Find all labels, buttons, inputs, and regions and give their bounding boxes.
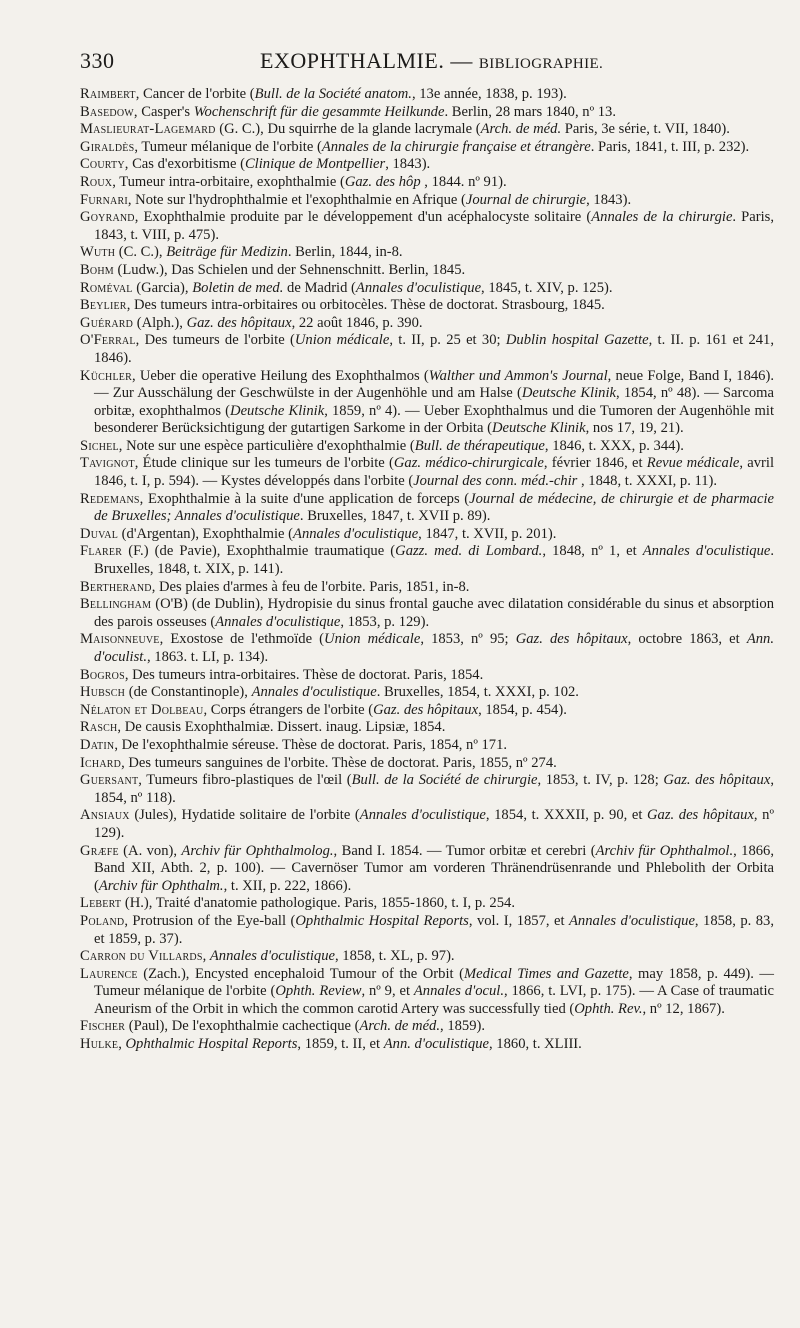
bibliography-entry — [80, 139, 774, 157]
bibliography-entry — [80, 966, 774, 1019]
entry-text: . Berlin, 1844, in-8. — [287, 244, 403, 261]
bibliography-entry — [80, 244, 774, 262]
entry-italic-title: Ann. d'oculistique — [383, 1036, 489, 1053]
bibliography-entry — [80, 455, 774, 490]
bibliography-entry — [80, 315, 774, 333]
entry-text: , 1854, t. XXXII, p. 90, et — [485, 807, 648, 824]
entry-italic-title: Annales d'oculistique — [209, 948, 335, 965]
entry-text: , Des plaies d'armes à feu de l'orbite. Paris, 1851, in-8. — [151, 578, 470, 595]
entry-text: , Des tumeurs intra-orbitaires ou orbitocèles. Thèse de doctorat. Strasbourg, 1845. — [126, 297, 605, 314]
bibliography-entry — [80, 1018, 774, 1036]
entry-text: (Ludw.), Das Schielen und der Sehnenschnitt. Berlin, 1845. — [113, 261, 466, 278]
entry-italic-title: Annales d'oculistique — [359, 807, 486, 824]
entry-text: , février 1846, et — [543, 455, 647, 472]
entry-italic-title: Gaz. des hôpitaux — [515, 631, 628, 648]
entry-italic-title: Medical Times and Gazette — [463, 965, 629, 982]
entry-italic-title: Journal des conn. méd.-chir — [413, 473, 578, 490]
bibliography-entry — [80, 579, 774, 597]
entry-italic-title: Annales d'ocul. — [413, 983, 504, 1000]
entry-italic-title: Ophth. Rev. — [574, 1000, 643, 1017]
entry-text: , 1848, t. XXXI, p. 11). — [577, 473, 718, 490]
entry-author: Duval — [80, 525, 119, 542]
entry-text: (de Constantinople), — [125, 684, 252, 701]
bibliography-entry — [80, 262, 774, 280]
entry-text: , Casper's — [133, 103, 194, 120]
entry-italic-title: Gaz. des hôpitaux — [373, 701, 479, 718]
entry-text: , 1858, p. 83, et 1859, p. 37). — [94, 912, 774, 947]
entry-italic-title: Archiv für Ophthalmolog. — [181, 842, 334, 859]
entry-text: de Madrid ( — [283, 279, 356, 296]
entry-text: , Note sur l'hydrophthalmie et l'exophthalmie en Afrique ( — [127, 191, 466, 208]
entry-italic-title: Beiträge für Medizin — [166, 244, 288, 261]
entry-text: . Bruxelles, 1848, t. XIX, p. 141). — [94, 543, 775, 578]
entry-text: , 1848, nº 1, et — [542, 543, 643, 560]
entry-text: (Paul), De l'exophthalmie cachectique ( — [125, 1018, 360, 1035]
bibliography-entry — [80, 332, 774, 367]
entry-text: , octobre 1863, et — [627, 631, 747, 648]
entry-italic-title: Journal de chirurgie — [465, 191, 587, 208]
entry-author: Bertherand — [80, 578, 152, 595]
entry-author: Wuth — [80, 244, 116, 261]
entry-italic-title: Annales d'oculistique — [568, 912, 695, 929]
entry-italic-title: Deutsche Klinik — [230, 402, 325, 419]
entry-text: , nº 129). — [94, 807, 774, 841]
entry-author: Rasch — [80, 719, 118, 736]
bibliography-entry — [80, 948, 774, 966]
entry-text: , 1847, t. XVII, p. 201). — [418, 525, 557, 542]
entry-italic-title: Gaz. des hôpitaux — [186, 314, 292, 331]
entry-text: , 22 août 1846, p. 390. — [291, 314, 423, 331]
entry-text: (Alph.), — [133, 314, 187, 331]
entry-text: , Protrusion of the Eye-ball ( — [124, 912, 296, 929]
entry-italic-title: Walther und Ammon's Journal — [428, 367, 608, 384]
entry-text: , Cancer de l'orbite ( — [135, 86, 255, 102]
entry-italic-title: Annales d'oculistique — [642, 543, 771, 560]
entry-text: , vol. I, 1857, et — [468, 912, 569, 929]
entry-text: (G. C.), Du squirrhe de la glande lacrymale ( — [215, 121, 481, 138]
entry-author: Nélaton et Dolbeau — [80, 701, 204, 718]
entry-author: Flarer — [80, 543, 123, 560]
entry-text: , 1845, t. XIV, p. 125). — [481, 279, 613, 296]
entry-author: Hulke — [80, 1036, 119, 1053]
entry-text: , Corps étrangers de l'orbite ( — [203, 701, 374, 718]
entry-author: Küchler — [80, 367, 132, 384]
bibliography-entry — [80, 209, 774, 244]
bibliography-entry — [80, 491, 774, 526]
entry-italic-title: Bull. de thérapeutique — [414, 437, 545, 454]
bibliography-entry — [80, 121, 774, 139]
entry-text: , Tumeurs fibro-plastiques de l'œil ( — [138, 772, 352, 789]
entry-italic-title: Clinique de Montpellier — [244, 156, 386, 173]
entry-text: , — [202, 948, 210, 965]
bibliography-entry — [80, 1036, 774, 1054]
entry-text: (Zach.), Encysted encephaloid Tumour of the Orbit ( — [137, 965, 464, 982]
bibliography-entry — [80, 737, 774, 755]
entry-text: , 1859, t. II, et — [297, 1036, 384, 1053]
entry-text: , 1854, nº 48). — Sarcoma orbitæ, exophthalmos ( — [94, 385, 774, 419]
entry-italic-title: Archiv für Ophthalmol. — [595, 842, 734, 859]
entry-text: Paris, 3e série, t. VII, 1840). — [561, 121, 730, 138]
entry-author: Goyrand — [80, 209, 135, 226]
bibliography-entry — [80, 297, 774, 315]
entry-text: , Cas d'exorbitisme ( — [124, 156, 245, 173]
entry-author: Maslieurat-Lagemard — [80, 121, 216, 138]
bibliography-entry — [80, 543, 774, 578]
entry-italic-title: Union médicale — [294, 332, 390, 349]
entry-text: , neue Folge, Band I, 1846). — Zur Ausschälung der Geschwülste in der Augenhöhle und am Halse ( — [94, 367, 774, 402]
bibliography-entry — [80, 684, 774, 702]
entry-text: , Exostose de l'ethmoïde ( — [159, 631, 325, 648]
entry-italic-title: Union médicale — [324, 631, 421, 648]
entry-italic-title: Gaz. des hôpitaux — [663, 772, 771, 789]
entry-text: (F.) (de Pavie), Exophthalmie traumatique ( — [122, 543, 396, 560]
entry-italic-title: Ann. d'oculist. — [94, 631, 774, 665]
entry-italic-title: Boletin de med. — [192, 279, 284, 296]
entry-text: , Des tumeurs sanguines de l'orbite. Thèse de doctorat. Paris, 1855, nº 274. — [121, 754, 557, 771]
entry-author: Roux — [80, 173, 113, 190]
entry-author: Bohm — [80, 261, 114, 278]
header-title — [260, 48, 603, 74]
entry-author: Poland — [80, 912, 125, 929]
bibliography-entry — [80, 526, 774, 544]
bibliography-entry — [80, 719, 774, 737]
entry-text: , may 1858, p. 449). — Tumeur mélanique de l'orbite ( — [94, 965, 774, 1000]
entry-author: Ansiaux — [80, 807, 130, 824]
bibliography-entry — [80, 843, 774, 896]
entry-author: Bogros — [80, 666, 125, 683]
entry-author: Fischer — [80, 1018, 126, 1035]
entry-text: , 1858, t. XL, p. 97). — [335, 948, 455, 965]
entry-author: Basedow — [80, 103, 134, 120]
bibliography-entry — [80, 807, 774, 842]
entry-italic-title: Annales d'oculistique — [251, 684, 377, 701]
entry-italic-title: Deutsche Klinik — [491, 420, 586, 437]
bibliography-entry — [80, 596, 774, 631]
bibliography-entry — [80, 755, 774, 773]
entry-italic-title: Archiv für Ophthalm. — [98, 877, 224, 894]
bibliography-entry — [80, 156, 774, 174]
bibliography-entry — [80, 631, 774, 666]
entry-italic-title: Gaz. des hôpitaux — [647, 807, 754, 824]
entry-text: , Étude clinique sur les tumeurs de l'orbite ( — [134, 455, 394, 472]
entry-text: . Berlin, 28 mars 1840, nº 13. — [444, 103, 616, 120]
entry-text: , Band I. 1854. — Tumor orbitæ et cerebri ( — [333, 842, 596, 859]
entry-text: . Paris, 1843, t. VIII, p. 475). — [94, 209, 774, 243]
entry-text: , 1866, Band XII, Abth. 2, p. 100). — Cavernöser Tumor am vorderen Thränendrüsenrande und Phlebolith der Orbita ( — [94, 842, 774, 894]
entry-author: Carron du Villards — [80, 948, 203, 965]
entry-text: , 1853, nº 95; — [420, 631, 516, 648]
entry-text: , Des tumeurs de l'orbite ( — [135, 332, 295, 349]
entry-italic-title: Gazz. med. di Lombard. — [395, 543, 543, 560]
bibliography-entry — [80, 192, 774, 210]
entry-text: , De l'exophthalmie séreuse. Thèse de doctorat. Paris, 1854, nº 171. — [114, 736, 508, 753]
entry-author: Bellingham — [80, 596, 152, 613]
entry-text: , 13e année, 1838, p. 193). — [411, 86, 567, 102]
entry-text: , avril 1846, t. I, p. 594). — Kystes développés dans l'orbite ( — [94, 455, 774, 490]
bibliography-list — [80, 86, 774, 1054]
entry-text: (O'B) (de Dublin), Hydropisie du sinus frontal gauche avec dilatation considérable du sinus et absorption des parois osseuses ( — [94, 596, 774, 630]
entry-text: , Exophthalmie produite par le développement d'un acéphalocyste solitaire ( — [134, 209, 592, 226]
entry-text: , 1859). — [440, 1018, 486, 1035]
bibliography-entry — [80, 667, 774, 685]
entry-text: , Exophthalmie à la suite d'une application de forceps ( — [139, 490, 470, 507]
entry-author: Tavignot — [80, 455, 135, 472]
entry-italic-title: Journal de médecine, de chirurgie et de pharmacie de Bruxelles; Annales d'oculistique — [94, 490, 774, 525]
entry-italic-title: Annales d'oculistique — [355, 279, 482, 296]
entry-text: , 1863. t. LI, p. 134). — [146, 649, 269, 665]
entry-italic-title: Bull. de la Société anatom. — [254, 86, 412, 102]
entry-author: Ichard — [80, 754, 122, 771]
entry-italic-title: Ophthalmic Hospital Reports — [125, 1036, 298, 1053]
entry-text: (Garcia), — [132, 279, 193, 296]
entry-italic-title: Revue médicale — [646, 455, 740, 472]
entry-text: (A. von), — [118, 842, 182, 859]
entry-text: , 1860, t. XLIII. — [489, 1036, 582, 1053]
entry-text: , — [118, 1036, 126, 1053]
entry-author: Laurence — [80, 965, 138, 982]
entry-author: Giraldès — [80, 138, 135, 155]
entry-author: Guérard — [80, 314, 134, 331]
entry-italic-title: Ophth. Review — [275, 983, 362, 1000]
entry-text: , De causis Exophthalmiæ. Dissert. inaug. Lipsiæ, 1854. — [117, 719, 446, 736]
entry-text: , 1844. nº 91). — [420, 173, 507, 190]
entry-text: , t. XII, p. 222, 1866). — [223, 877, 352, 894]
entry-author: Raimbert — [80, 86, 136, 102]
entry-author: Datin — [80, 736, 115, 753]
entry-author: Redemans — [80, 490, 140, 507]
entry-italic-title: Arch. de méd. — [359, 1018, 441, 1035]
bibliography-entry — [80, 280, 774, 298]
entry-italic-title: Ophthalmic Hospital Reports — [295, 912, 469, 929]
bibliography-entry — [80, 368, 774, 438]
entry-text: (d'Argentan), Exophthalmie ( — [118, 525, 294, 542]
entry-italic-title: Annales de la chirurgie — [591, 209, 733, 226]
entry-text: , 1854, nº 118). — [94, 772, 774, 806]
bibliography-entry — [80, 895, 774, 913]
bibliography-entry — [80, 104, 774, 122]
header-dash: — — [450, 48, 473, 73]
entry-author: Græfe — [80, 842, 119, 859]
entry-italic-title: Gaz. médico-chirurgicale — [393, 455, 544, 472]
entry-author: O'Ferral — [80, 332, 136, 349]
entry-italic-title: Arch. de méd. — [480, 121, 562, 138]
entry-italic-title: Deutsche Klinik — [521, 385, 616, 402]
entry-text: , 1866, t. LVI, p. 175). — A Case of traumatic Aneurism of the Orbit in which the common carotid Artery was successfully tied ( — [94, 983, 774, 1017]
entry-text: , 1854, p. 454). — [478, 701, 567, 718]
entry-italic-title: Annales d'oculistique — [215, 613, 341, 630]
entry-text: , t. II, p. 25 et 30; — [389, 332, 506, 349]
entry-text: (Jules), Hydatide solitaire de l'orbite ( — [129, 807, 360, 824]
entry-author: Sichel — [80, 437, 119, 454]
entry-italic-title: Bull. de la Société de chirurgie — [351, 772, 538, 789]
entry-author: Maisonneuve — [80, 631, 160, 648]
chapter-title: EXOPHTHALMIE. — [260, 48, 445, 73]
entry-text: (C. C.), — [115, 244, 167, 261]
entry-author: Guersant — [80, 772, 139, 789]
bibliography-entry — [80, 438, 774, 456]
entry-text: , t. II. p. 161 et 241, 1846). — [94, 332, 775, 366]
entry-author: Roméval — [80, 279, 133, 296]
entry-text: , Note sur une espèce particulière d'exophthalmie ( — [118, 437, 415, 454]
entry-text: , 1853, t. IV, p. 128; — [537, 772, 664, 789]
bibliography-entry — [80, 86, 774, 104]
bibliography-entry — [80, 772, 774, 807]
entry-text: , 1843). — [586, 191, 632, 208]
bibliography-entry — [80, 702, 774, 720]
entry-text: , nº 9, et — [361, 983, 414, 1000]
entry-text: , 1859, nº 4). — Ueber Exophthalmus und die Tumoren der Augenhöhle mit besonderer Berücksichtigung der gutartigen Sarkome in der Orbita ( — [94, 402, 774, 437]
entry-italic-title: Annales d'oculistique — [293, 525, 419, 542]
entry-text: , 1853, p. 129). — [340, 613, 430, 630]
entry-text: . Paris, 1841, t. III, p. 232). — [590, 138, 750, 155]
page-number: 330 — [80, 48, 115, 73]
entry-author: Furnari — [80, 191, 128, 208]
bibliography-entry — [80, 174, 774, 192]
entry-text: , Tumeur intra-orbitaire, exophthalmie ( — [112, 173, 345, 190]
entry-italic-title: Annales de la chirurgie française et étrangère — [321, 138, 591, 155]
entry-text: , Ueber die operative Heilung des Exophthalmos ( — [131, 367, 429, 384]
entry-author: Courty — [80, 156, 125, 173]
entry-author: Lebert — [80, 895, 122, 912]
entry-text: , Des tumeurs intra-orbitaires. Thèse de doctorat. Paris, 1854. — [124, 666, 484, 683]
entry-italic-title: Wochenschrift für die gesammte Heilkunde — [193, 103, 445, 120]
entry-italic-title: Dublin hospital Gazette — [505, 332, 649, 349]
entry-text: , nos 17, 19, 21). — [585, 420, 684, 437]
entry-text: . Bruxelles, 1854, t. XXXI, p. 102. — [376, 684, 579, 701]
entry-text: (H.), Traité d'anatomie pathologique. Paris, 1855-1860, t. I, p. 254. — [121, 895, 515, 912]
entry-text: , Tumeur mélanique de l'orbite ( — [134, 138, 322, 155]
entry-author: Beylier — [80, 297, 127, 314]
entry-author: Hubsch — [80, 684, 126, 701]
entry-italic-title: Gaz. des hôp — [344, 173, 421, 190]
bibliography-entry — [80, 913, 774, 948]
entry-text: , nº 12, 1867). — [642, 1000, 725, 1017]
entry-text: , 1846, t. XXX, p. 344). — [544, 437, 684, 454]
section-title: BIBLIOGRAPHIE. — [478, 56, 604, 72]
entry-text: , 1843). — [385, 156, 431, 173]
entry-text: . Bruxelles, 1847, t. XVII p. 89). — [299, 508, 491, 525]
